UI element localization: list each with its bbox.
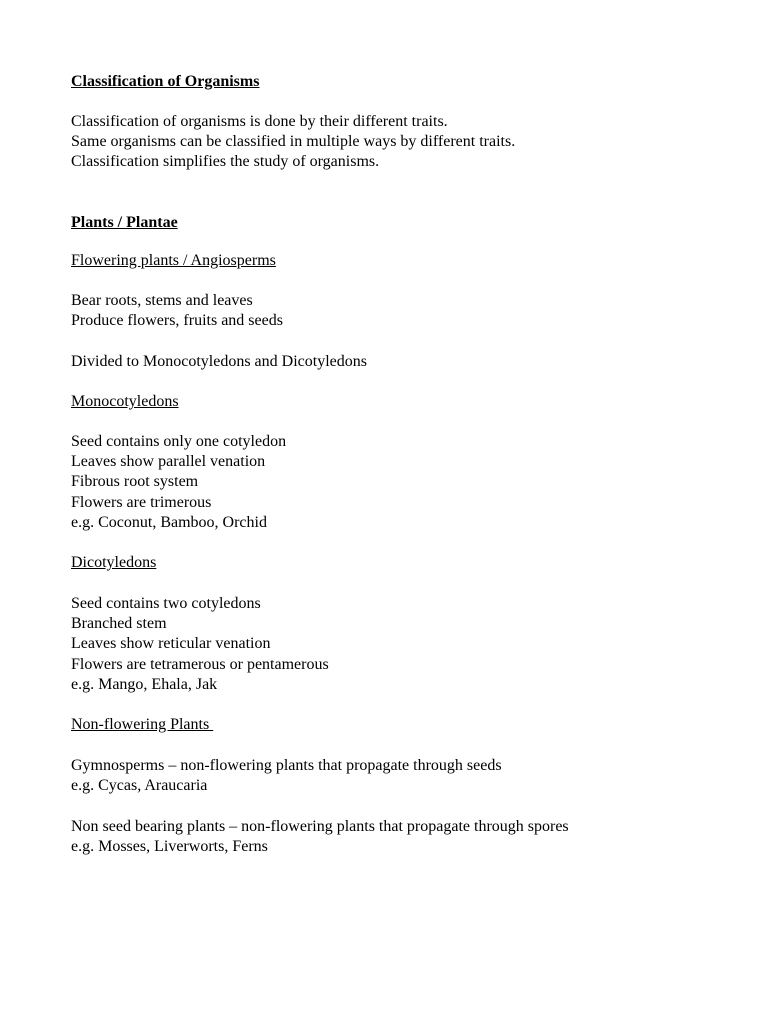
monocot-heading: Monocotyledons (71, 393, 179, 410)
dicot-example: e.g. Mango, Ehala, Jak (71, 676, 218, 693)
nonflowering-heading: Non-flowering Plants (71, 716, 214, 733)
intro-line-2: Same organisms can be classified in multiple ways by different traits. (71, 133, 516, 150)
monocot-line-2: Leaves show parallel venation (71, 453, 266, 470)
document-title: Classification of Organisms (71, 73, 260, 90)
intro-line-3: Classification simplifies the study of organisms. (71, 153, 380, 170)
gymnosperm-example: e.g. Cycas, Araucaria (71, 777, 208, 794)
monocot-example: e.g. Coconut, Bamboo, Orchid (71, 514, 267, 531)
dicot-heading: Dicotyledons (71, 554, 157, 571)
dicot-line-3: Leaves show reticular venation (71, 635, 271, 652)
gymnosperm-line: Gymnosperms – non-flowering plants that propagate through seeds (71, 757, 502, 774)
plants-heading: Plants / Plantae (71, 214, 178, 231)
monocot-line-4: Flowers are trimerous (71, 494, 212, 511)
dicot-line-1: Seed contains two cotyledons (71, 595, 261, 612)
spore-plants-line: Non seed bearing plants – non-flowering plants that propagate through spores (71, 818, 569, 835)
intro-line-1: Classification of organisms is done by their different traits. (71, 113, 448, 130)
flowering-heading: Flowering plants / Angiosperms (71, 252, 276, 269)
monocot-line-1: Seed contains only one cotyledon (71, 433, 287, 450)
flowering-trait-1: Bear roots, stems and leaves (71, 292, 253, 309)
spore-plants-example: e.g. Mosses, Liverworts, Ferns (71, 838, 268, 855)
dicot-line-4: Flowers are tetramerous or pentamerous (71, 656, 329, 673)
monocot-line-3: Fibrous root system (71, 473, 199, 490)
dicot-line-2: Branched stem (71, 615, 167, 632)
flowering-trait-2: Produce flowers, fruits and seeds (71, 312, 283, 329)
division-note: Divided to Monocotyledons and Dicotyledons (71, 353, 367, 370)
